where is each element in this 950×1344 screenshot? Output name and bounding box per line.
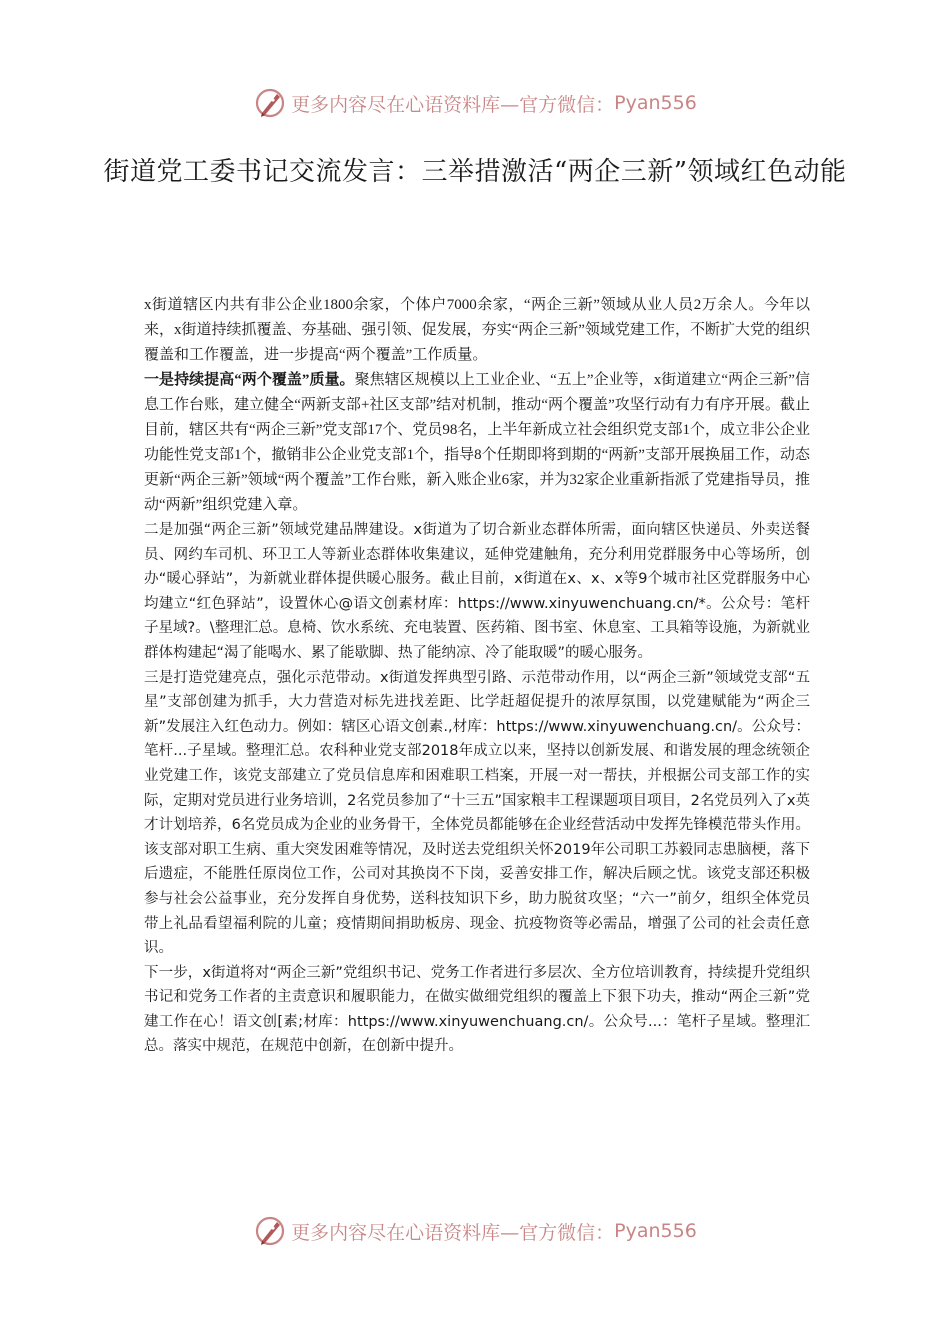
paragraph-point-one bbox=[144, 368, 810, 518]
paragraph-lead: 一是持续提高“两个覆盖”质量。 bbox=[144, 372, 355, 388]
document-body bbox=[144, 293, 810, 1059]
paragraph-intro bbox=[144, 293, 810, 368]
paragraph-text: x街道辖区内共有非公企业1800余家，个体户7000余家，“两企三新”领域从业人员2万余人。今年以来，x街道持续抓覆盖、夯基础、强引领、促发展，夯实“两企三新”领域党建工作，不断扩大党的组织覆盖和工作覆盖，进一步提高“两个覆盖”工作质量。 bbox=[144, 297, 810, 363]
document-title: 街道党工委书记交流发言：三举措激活“两企三新”领域红色动能 bbox=[103, 157, 847, 187]
fountain-pen-logo-icon bbox=[253, 86, 287, 120]
paragraph-point-two bbox=[144, 518, 810, 666]
banner-wechat-id: Pyan556 bbox=[614, 1220, 697, 1242]
banner-text: 更多内容尽在心语资料库—官方微信： bbox=[291, 1221, 615, 1244]
header-banner bbox=[0, 83, 950, 123]
footer-banner bbox=[0, 1211, 950, 1251]
banner-text: 更多内容尽在心语资料库—官方微信： bbox=[291, 93, 615, 116]
paragraph-text: 三是打造党建亮点，强化示范带动。x街道发挥典型引路、示范带动作用，以“两企三新”领域党支部“五星”支部创建为抓手，大力营造对标先进找差距、比学赶超促提升的浓厚氛围，以党建赋能为“两企三新”发展注入红色动力。例如：辖区心语文创素.,材库：https://www.xinyuwenchuang.cn/。公众号：笔杆...子星域。整理汇总。农科种业党支部2018年成立以来，坚持以创新发展、和谐发展的理念统领企业党建工作，该党支部建立了党员信息库和困难职工档案，开展一对一帮扶，并根据公司支部工作的实际，定期对党员进行业务培训，2名党员参加了“十三五”国家粮丰工程课题项目项目，2名党员列入了x英才计划培养，6名党员成为企业的业务骨干，全体党员都能够在企业经营活动中发挥先锋模范带头作用。该支部对职工生病、重大突发困难等情况，及时送去党组织关怀2019年公司职工苏毅同志患脑梗，落下后遗症，不能胜任原岗位工作，公司对其换岗不下岗，妥善安排工作，解决后顾之忧。该党支部还积极参与社会公益事业，充分发挥自身优势，送科技知识下乡，助力脱贫攻坚；“六一”前夕，组织全体党员带上礼品看望福利院的儿童；疫情期间捐助板房、现金、抗疫物资等必需品，增强了公司的社会责任意识。 bbox=[144, 669, 810, 957]
paragraph-point-three bbox=[144, 666, 810, 961]
paragraph-text: 聚焦辖区规模以上工业企业、“五上”企业等，x街道建立“两企三新”信息工作台账，建立健全“两新支部+社区支部”结对机制，推动“两个覆盖”攻坚行动有力有序开展。截止目前，辖区共有“两企三新”党支部17个、党员98名，上半年新成立社会组织党支部1个，成立非公企业功能性党支部1个，撤销非公企业党支部1个，指导8个任期即将到期的“两新”支部开展换届工作，动态更新“两企三新”领域“两个覆盖”工作台账，新入账企业6家，并为32家企业重新指派了党建指导员，推动“两新”组织党建入章。 bbox=[144, 372, 810, 513]
fountain-pen-logo-icon bbox=[253, 1214, 287, 1248]
paragraph-next-step bbox=[144, 961, 810, 1059]
paragraph-text: 二是加强“两企三新”领域党建品牌建设。x街道为了切合新业态群体所需，面向辖区快递员、外卖送餐员、网约车司机、环卫工人等新业态群体收集建议，延伸党建触角，充分利用党群服务中心等场所，创办“暖心驿站”，为新就业群体提供暖心服务。截止目前，x街道在x、x、x等9个城市社区党群服务中心均建立“红色驿站”，设置休心@语文创素材库：https://www.xinyuwenchuang.cn/*。公众号：笔杆子星域?。\整理汇总。息椅、饮水系统、充电装置、医药箱、图书室、休息室、工具箱等设施，为新就业群体构建起“渴了能喝水、累了能歇脚、热了能纳凉、冷了能取暖”的暖心服务。 bbox=[144, 522, 810, 661]
banner-wechat-id: Pyan556 bbox=[614, 92, 697, 114]
paragraph-text: 下一步，x街道将对“两企三新”党组织书记、党务工作者进行多层次、全方位培训教育，持续提升党组织书记和党务工作者的主责意识和履职能力，在做实做细党组织的覆盖上下狠下功夫，推动“两企三新”党建工作在心！语文创[素;材库：https://www.xinyuwenchuang.cn/。公众号...：笔杆子星域。整理汇总。落实中规范，在规范中创新，在创新中提升。 bbox=[144, 964, 810, 1055]
